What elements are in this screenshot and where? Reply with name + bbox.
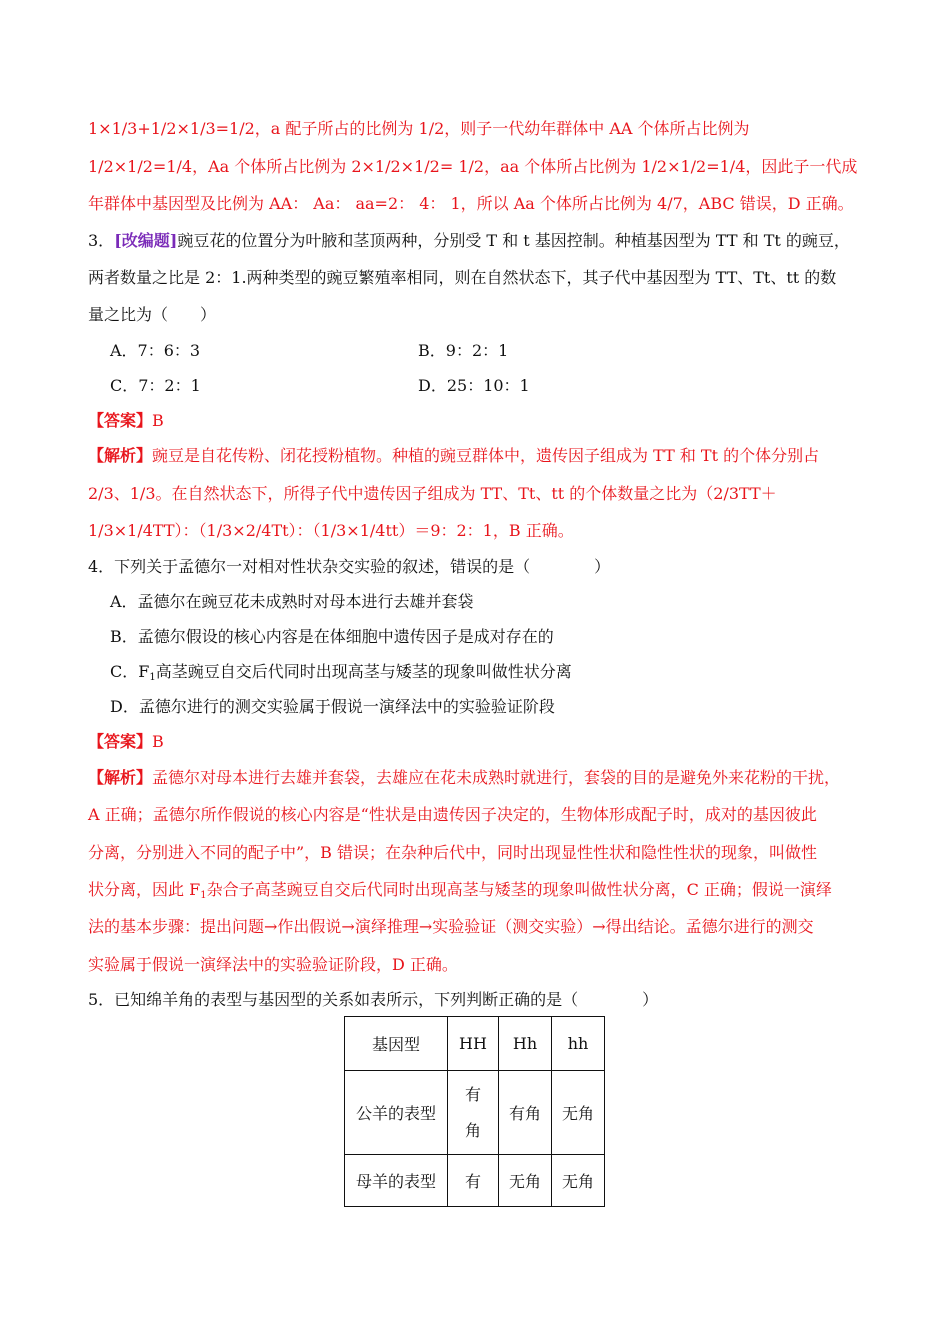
table-cell-ewe-hh-upper: 有 (448, 1155, 499, 1207)
prev-analysis-line-2: 1/2×1/2=1/4，Aa 个体所占比例为 2×1/2×1/2= 1/2，aa 个体所占比例为 1/2×1/2=1/4，因此子一代成 (88, 157, 858, 176)
q4-analysis-line-5: 法的基本步骤：提出问题→作出假说→演绎推理→实验验证（测交实验）→得出结论。孟德尔进行的测交 (88, 917, 814, 936)
q4-analysis-line-4 (88, 880, 832, 900)
q3-stem-text: 豌豆花的位置分为叶腋和茎顶两种，分别受 T 和 t 基因控制。种植基因型为 TT 和 Tt 的豌豆， (177, 231, 850, 250)
q3-analysis-line-2: 2/3、1/3。在自然状态下，所得子代中遗传因子组成为 TT、Tt、tt 的个体数量之比为（2/3TT＋ (88, 484, 777, 503)
q4-answer (88, 732, 164, 752)
q3-option-d: D．25：10：1 (418, 376, 530, 395)
q4-stem: 4．下列关于孟德尔一对相对性状杂交实验的叙述，错误的是（ ） (88, 557, 611, 576)
q4-option-c (110, 662, 572, 682)
q3-analysis-label: 【解析】 (88, 446, 153, 465)
q4-option-c-text: 高茎豌豆自交后代同时出现高茎与矮茎的现象叫做性状分离 (155, 662, 572, 681)
table-header-hh-upper: HH (448, 1017, 499, 1071)
q4-option-c-prefix: C．F (110, 662, 150, 681)
q3-option-c: C．7：2：1 (110, 376, 201, 395)
table-cell-ram-hh-upper (448, 1071, 499, 1155)
q3-answer-label: 【答案】 (88, 411, 153, 430)
q3-answer (88, 411, 164, 431)
table-header-hh-lower: hh (552, 1017, 605, 1071)
q4-analysis-line-2: A 正确；孟德尔所作假说的核心内容是“性状是由遗传因子决定的，生物体形成配子时，成对的基因彼此 (88, 805, 817, 824)
q3-option-a: A．7：6：3 (110, 341, 201, 360)
q4-analysis-line-6: 实验属于假说一演绎法中的实验验证阶段，D 正确。 (88, 955, 458, 974)
q4-option-d: D．孟德尔进行的测交实验属于假说一演绎法中的实验验证阶段 (110, 697, 555, 716)
q4-analysis-label: 【解析】 (88, 768, 153, 787)
table-row-ewe (345, 1155, 605, 1207)
table-cell-ram-hh-upper-line-1: 有 (464, 1084, 481, 1104)
q5-stem: 5．已知绵羊角的表型与基因型的关系如表所示，下列判断正确的是（ ） (88, 990, 659, 1009)
q3-tag: [改编题] (114, 231, 178, 250)
q4-option-b: B．孟德尔假设的核心内容是在体细胞中遗传因子是成对存在的 (110, 627, 554, 646)
table-header-row (345, 1017, 605, 1071)
q4-analysis-line-1 (88, 768, 840, 788)
q4-option-c-subscript: 1 (149, 672, 156, 683)
table-header-hh-mixed: Hh (499, 1017, 552, 1071)
prev-analysis-line-1: 1×1/3+1/2×1/3=1/2，a 配子所占的比例为 1/2，则子一代幼年群体中 AA 个体所占比例为 (88, 119, 750, 138)
q3-analysis-text-1: 豌豆是自花传粉、闭花授粉植物。种植的豌豆群体中，遗传因子组成为 TT 和 Tt 的个体分别占 (152, 446, 820, 465)
q3-stem-line-2: 两者数量之比是 2：1.两种类型的豌豆繁殖率相同，则在自然状态下，其子代中基因型为 TT、Tt、tt 的数 (88, 268, 837, 287)
table-header-genotype: 基因型 (345, 1017, 448, 1071)
q4-analysis-line-4-text: 杂合子高茎豌豆自交后代同时出现高茎与矮茎的现象叫做性状分离，C 正确；假说一演绎 (206, 880, 832, 899)
q4-option-a: A．孟德尔在豌豆花未成熟时对母本进行去雄并套袋 (110, 592, 474, 611)
q3-answer-value: B (152, 411, 164, 430)
table-cell-ram-label: 公羊的表型 (345, 1071, 448, 1155)
table-cell-ram-hh-upper-line-2: 角 (464, 1120, 481, 1140)
q3-analysis-line-3: 1/3×1/4TT）：（1/3×2/4Tt）：（1/3×1/4tt）＝9：2：1，B 正确。 (88, 521, 574, 540)
table-cell-ewe-label: 母羊的表型 (345, 1155, 448, 1207)
q3-stem-line-1 (88, 231, 850, 251)
table-cell-ewe-hh-mixed: 无角 (499, 1155, 552, 1207)
q4-answer-label: 【答案】 (88, 732, 153, 751)
q4-analysis-line-3: 分离，分别进入不同的配子中”，B 错误；在杂种后代中，同时出现显性性状和隐性性状的现象，叫做性 (88, 843, 818, 862)
q3-option-b: B．9：2：1 (418, 341, 509, 360)
q4-answer-value: B (152, 732, 164, 751)
q4-analysis-line-4-prefix: 状分离，因此 F (88, 880, 201, 899)
genotype-phenotype-table (344, 1016, 605, 1207)
table-row-ram (345, 1071, 605, 1155)
q4-analysis-subscript: 1 (200, 890, 207, 901)
q4-analysis-text-1: 孟德尔对母本进行去雄并套袋，去雄应在花未成熟时就进行，套袋的目的是避免外来花粉的干扰， (152, 768, 841, 787)
q3-number: 3． (88, 231, 115, 250)
table-cell-ram-hh-mixed: 有角 (499, 1071, 552, 1155)
q3-stem-line-3: 量之比为（ ） (88, 305, 217, 324)
q3-analysis-line-1 (88, 446, 819, 466)
prev-analysis-line-3: 年群体中基因型及比例为 AA： Aa： aa=2： 4： 1，所以 Aa 个体所占比例为 4/7，ABC 错误，D 正确。 (88, 194, 854, 213)
table-cell-ram-hh-lower: 无角 (552, 1071, 605, 1155)
table-cell-ewe-hh-lower: 无角 (552, 1155, 605, 1207)
